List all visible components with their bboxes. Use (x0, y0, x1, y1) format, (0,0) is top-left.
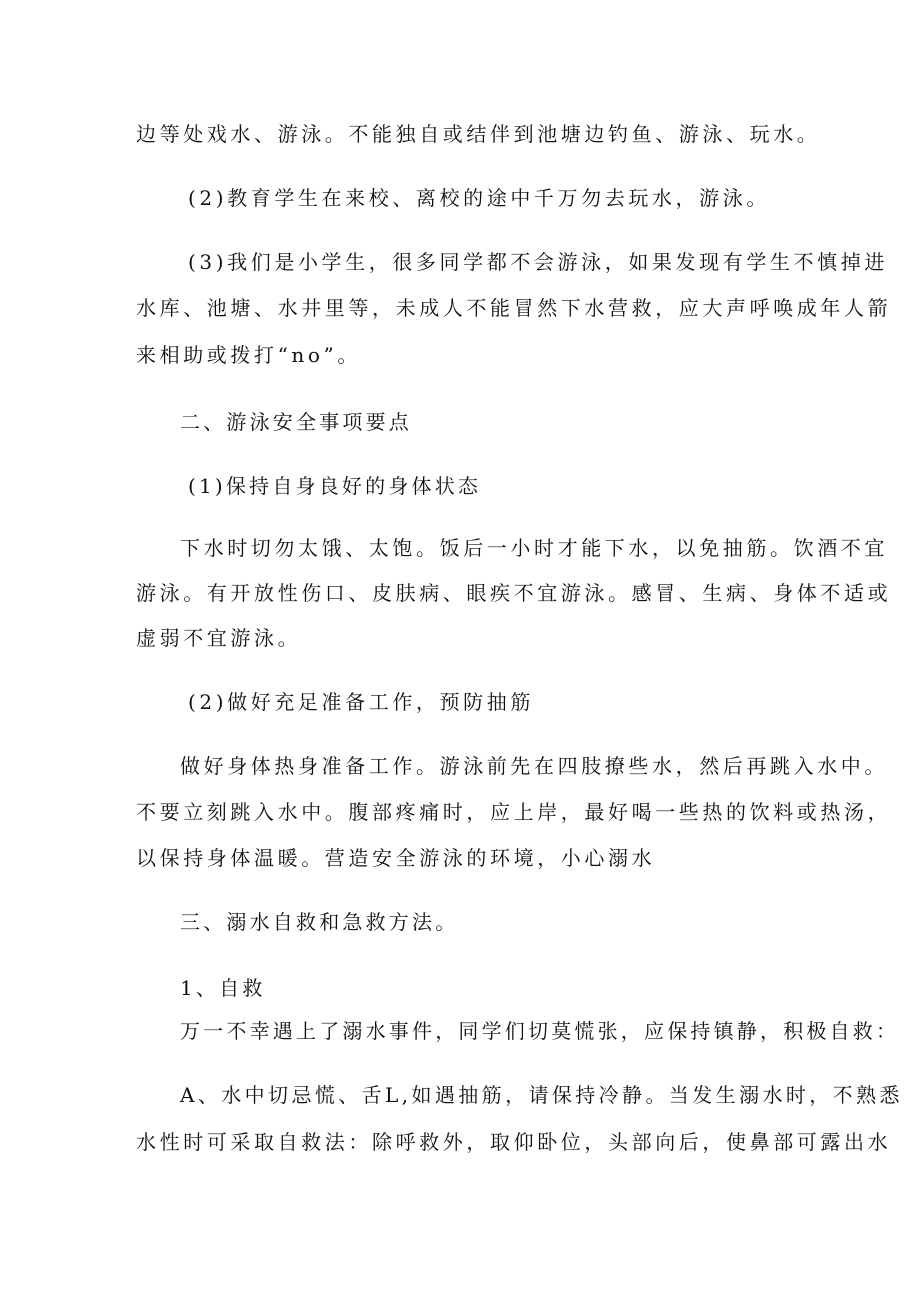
subheading-1: (1)保持自身良好的身体状态 (188, 474, 482, 498)
paragraph-5-line-3: 以保持身体温暖。营造安全游泳的环境，小心溺水 (136, 846, 656, 870)
paragraph-7-line-2: 水性时可采取自救法：除呼救外，取仰卧位，头部向后，使鼻部可露出水 (136, 1130, 892, 1154)
paragraph-3-line-3: 来相助或拨打“no”。 (136, 343, 361, 367)
subheading-3: 1、自救 (180, 976, 266, 1000)
paragraph-6-line-1: 万一不幸遇上了溺水事件，同学们切莫慌张，应保持镇静，积极自救： (180, 1019, 900, 1043)
section-heading-3: 三、溺水自救和急救方法。 (180, 910, 459, 934)
paragraph-4-line-2: 游泳。有开放性伤口、皮肤病、眼疾不宜游泳。感冒、生病、身体不适或 (136, 581, 892, 605)
paragraph-5-line-2: 不要立刻跳入水中。腹部疼痛时，应上岸，最好喝一些热的饮料或热汤， (136, 800, 892, 824)
paragraph-2-line-1: (2)教育学生在来校、离校的途中千万勿去玩水，游泳。 (188, 186, 770, 210)
paragraph-1-line-1: 边等处戏水、游泳。不能独自或结伴到池塘边钓鱼、游泳、玩水。 (136, 122, 821, 146)
paragraph-4-line-3: 虚弱不宜游泳。 (136, 626, 302, 650)
paragraph-4-line-1: 下水时切勿太饿、太饱。饭后一小时才能下水，以免抽筋。饮酒不宜 (180, 536, 888, 560)
paragraph-5-line-1: 做好身体热身准备工作。游泳前先在四肢撩些水，然后再跳入水中。 (180, 754, 888, 778)
paragraph-3-line-1: (3)我们是小学生，很多同学都不会游泳，如果发现有学生不慎掉进 (188, 250, 888, 274)
subheading-2: (2)做好充足准备工作，预防抽筋 (188, 690, 534, 714)
paragraph-3-line-2: 水库、池塘、水井里等，未成人不能冒然下水营救，应大声呼唤成年人箭 (136, 296, 892, 320)
paragraph-7-line-1: A、水中切忌慌、舌L,如遇抽筋，请保持冷静。当发生溺水时，不熟悉 (180, 1083, 903, 1107)
section-heading-2: 二、游泳安全事项要点 (180, 410, 412, 434)
